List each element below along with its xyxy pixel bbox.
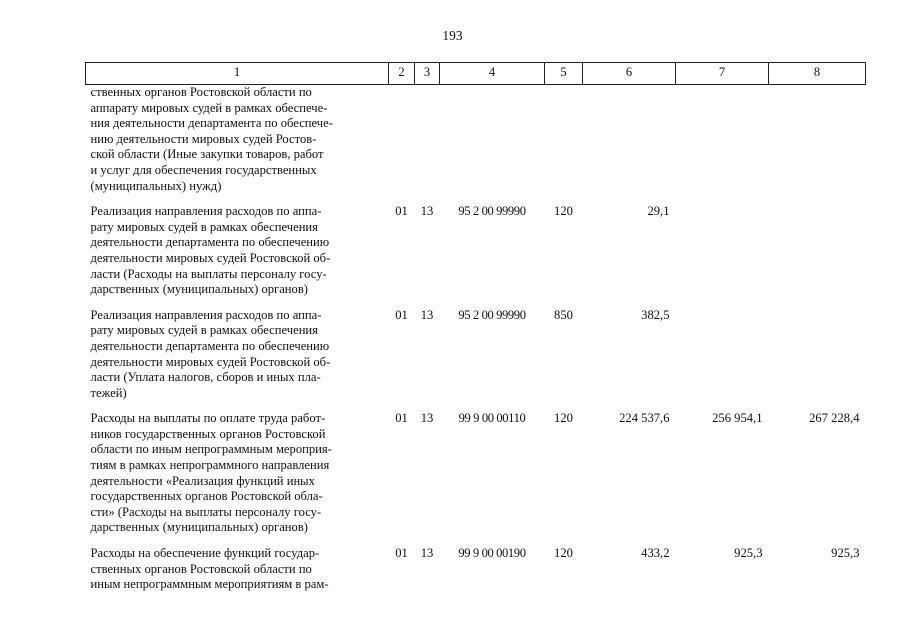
description-line: рату мировых судей в рамках обеспечения bbox=[90, 323, 318, 338]
description-line: ния деятельности департамента по обеспече- bbox=[90, 116, 333, 131]
row-value-3: 925,3 bbox=[831, 546, 860, 561]
row-description bbox=[86, 308, 389, 402]
row-rz: 01 bbox=[395, 411, 408, 426]
row-rz: 01 bbox=[395, 546, 408, 561]
header-col-4: 4 bbox=[440, 63, 545, 85]
header-col-5: 5 bbox=[545, 63, 583, 85]
description-line: сти» (Расходы на выплаты персоналу госу- bbox=[90, 504, 322, 519]
description-line: Расходы на выплаты по оплате труда работ- bbox=[90, 411, 326, 426]
description-line: (муниципальных) нужд) bbox=[90, 178, 222, 193]
row-gap bbox=[86, 401, 866, 411]
table-body bbox=[86, 85, 866, 593]
header-col-6: 6 bbox=[583, 63, 676, 85]
row-rz: 01 bbox=[395, 307, 408, 322]
description-line: ственных органов Ростовской области по bbox=[90, 85, 312, 99]
description-line: ской области (Иные закупки товаров, работ bbox=[90, 147, 324, 162]
row-pr: 13 bbox=[420, 204, 434, 219]
row-value-2 bbox=[676, 204, 769, 298]
row-gap bbox=[86, 536, 866, 546]
description-line: деятельности «Реализация функций иных bbox=[90, 473, 315, 488]
row-rz bbox=[389, 85, 415, 195]
row-csr: 95 2 00 99990 bbox=[458, 307, 526, 322]
row-description bbox=[86, 204, 389, 298]
row-csr: 99 9 00 00110 bbox=[458, 411, 526, 426]
header-row bbox=[86, 63, 866, 85]
row-value-3 bbox=[769, 85, 866, 195]
row-value-2 bbox=[676, 308, 769, 402]
row-value-1: 29,1 bbox=[647, 204, 670, 219]
description-line: государственных органов Ростовской обла- bbox=[90, 489, 323, 504]
description-line: ласти (Уплата налогов, сборов и иных пла- bbox=[90, 370, 321, 385]
row-rz: 01 bbox=[395, 204, 408, 219]
description-line: ласти (Расходы на выплаты персоналу госу- bbox=[90, 266, 327, 281]
description-line: и услуг для обеспечения государственных bbox=[90, 162, 317, 177]
row-description bbox=[86, 546, 389, 593]
table-row bbox=[86, 204, 866, 298]
row-description bbox=[86, 411, 389, 536]
description-line: деятельности мировых судей Ростовской об- bbox=[90, 250, 331, 265]
description-line: области по иным непрограммным мероприя- bbox=[90, 442, 332, 457]
table-row bbox=[86, 546, 866, 593]
row-csr: 95 2 00 99990 bbox=[458, 204, 526, 219]
description-line: ственных органов Ростовской области по bbox=[90, 561, 312, 576]
description-line: рату мировых судей в рамках обеспечения bbox=[90, 219, 318, 234]
description-line: ников государственных органов Ростовской bbox=[90, 426, 326, 441]
row-value-3 bbox=[769, 308, 866, 402]
row-gap bbox=[86, 194, 866, 204]
description-line: тиям в рамках непрограммного направления bbox=[90, 458, 330, 473]
row-value-2 bbox=[676, 85, 769, 195]
table-row bbox=[86, 85, 866, 195]
row-value-1: 433,2 bbox=[641, 546, 670, 561]
row-gap bbox=[86, 298, 866, 308]
header-col-7: 7 bbox=[676, 63, 769, 85]
row-value-1: 224 537,6 bbox=[619, 411, 670, 426]
budget-table bbox=[85, 62, 866, 593]
table-header bbox=[86, 63, 866, 85]
page-number: 193 bbox=[442, 28, 463, 43]
row-vr: 120 bbox=[554, 204, 573, 219]
header-col-3: 3 bbox=[415, 63, 440, 85]
row-value-3 bbox=[769, 204, 866, 298]
description-line: Расходы на обеспечение функций государ- bbox=[90, 546, 320, 561]
row-vr: 120 bbox=[554, 546, 573, 561]
description-line: дарственных (муниципальных) органов) bbox=[90, 520, 308, 535]
row-pr bbox=[415, 85, 440, 195]
row-value-2: 925,3 bbox=[734, 546, 763, 561]
description-line: деятельности департамента по обеспечению bbox=[90, 338, 330, 353]
row-description bbox=[86, 85, 389, 195]
row-vr: 120 bbox=[554, 411, 573, 426]
row-value-2: 256 954,1 bbox=[712, 411, 763, 426]
description-line: иным непрограммным мероприятиям в рам- bbox=[90, 577, 329, 592]
row-pr: 13 bbox=[420, 411, 434, 426]
row-csr bbox=[440, 85, 545, 195]
header-col-1: 1 bbox=[86, 63, 389, 85]
header-col-2: 2 bbox=[389, 63, 415, 85]
row-value-1: 382,5 bbox=[641, 307, 670, 322]
row-pr: 13 bbox=[420, 307, 434, 322]
table-row bbox=[86, 308, 866, 402]
row-csr: 99 9 00 00190 bbox=[458, 546, 526, 561]
row-value-1 bbox=[583, 85, 676, 195]
description-line: Реализация направления расходов по аппа- bbox=[90, 307, 322, 322]
description-line: тежей) bbox=[90, 385, 127, 400]
row-pr: 13 bbox=[420, 546, 434, 561]
description-line: Реализация направления расходов по аппа- bbox=[90, 204, 322, 219]
description-line: аппарату мировых судей в рамках обеспече- bbox=[90, 100, 328, 115]
table-row bbox=[86, 411, 866, 536]
description-line: дарственных (муниципальных) органов) bbox=[90, 282, 308, 297]
row-value-3: 267 228,4 bbox=[809, 411, 860, 426]
description-line: деятельности мировых судей Ростовской об- bbox=[90, 354, 331, 369]
description-line: нию деятельности мировых судей Ростов- bbox=[90, 131, 317, 146]
description-line: деятельности департамента по обеспечению bbox=[90, 235, 330, 250]
header-col-8: 8 bbox=[769, 63, 866, 85]
row-vr: 850 bbox=[554, 307, 573, 322]
row-vr bbox=[545, 85, 583, 195]
